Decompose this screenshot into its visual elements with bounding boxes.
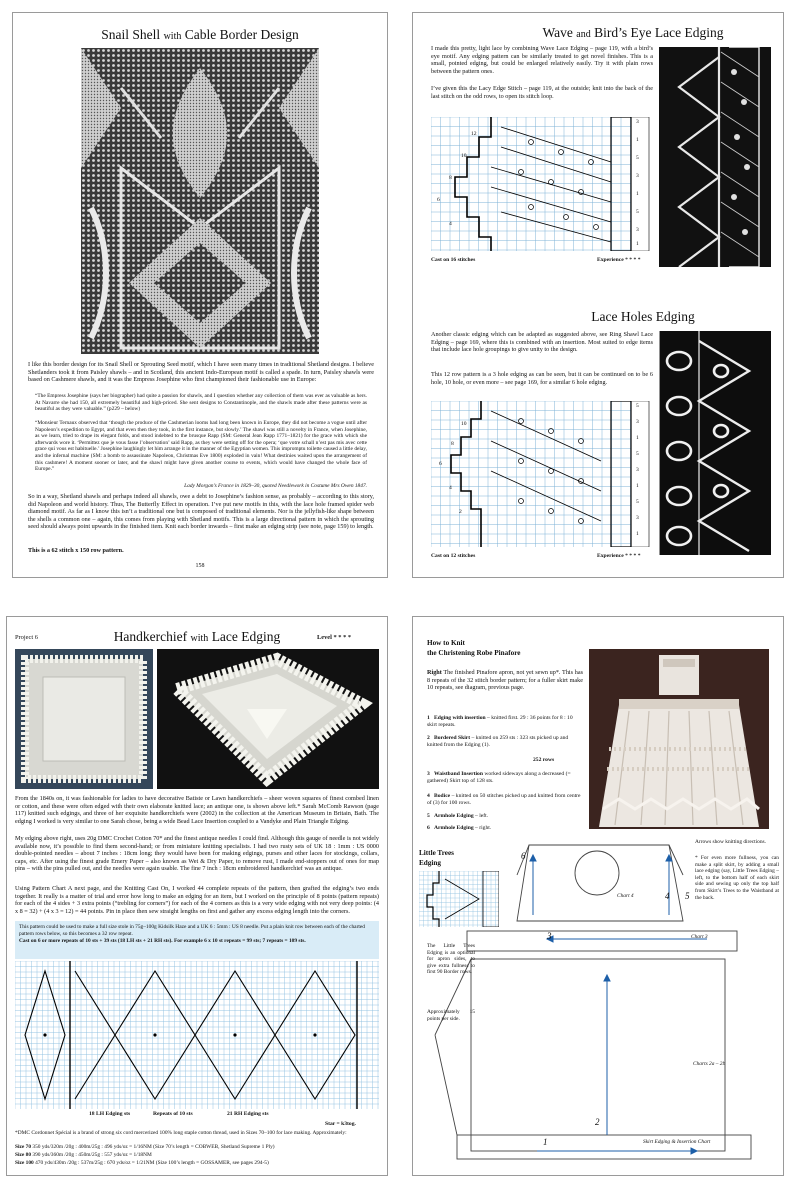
chart-3-label: Chart 3 <box>691 934 708 940</box>
lace-photo-lace-holes <box>659 331 771 555</box>
arrows-note: Arrows show knitting directions. <box>695 839 766 845</box>
title-part: with <box>190 633 209 644</box>
heading-line-1: How to Knit <box>427 639 465 647</box>
title-part: and <box>576 29 591 40</box>
row-number: 1 <box>636 241 639 247</box>
step-number: 3 <box>427 771 430 777</box>
project-label: Project 6 <box>15 634 38 641</box>
diagram-number: 5 <box>685 891 690 901</box>
title-part: Handkerchief <box>113 629 188 644</box>
wave-description: I made this pretty, light lace by combining Wave Lace Edging – page 119, with a bird’s eye motif. Any edging pattern can be similarly treated to get novel finishes. This is a small, pointed edging, but could be enlarged relatively easily. Try it with plain rows between the pattern ones. <box>431 45 653 75</box>
page-title <box>13 27 387 43</box>
step-number: 1 <box>427 715 430 721</box>
title-part: Cable Border Design <box>184 27 299 42</box>
little-trees-title-2: Edging <box>419 859 441 867</box>
little-trees-title-1: Little Trees <box>419 849 454 857</box>
row-number: 6 <box>439 461 442 467</box>
citation: Lady Morgan’s France in 1829–30, quoted Needlework in Costume Mrs Owen 1847. <box>184 483 367 489</box>
antique-handkerchief-photo <box>15 649 153 789</box>
lace-holes-description: Another classic edging which can be adapted as suggested above, see Ring Shawl Lace Edging – page 169, where this is combined with an insertion. Most suited to edge items that include lace hole groupings to give unity to the design. <box>431 331 653 354</box>
size-label: Size 70 <box>15 1144 32 1150</box>
experience-rating: Experience * * * * <box>597 257 641 263</box>
cast-on-note: Cast on 12 stitches <box>431 553 476 559</box>
title-part: Wave <box>542 25 573 40</box>
lace-photo-snail-shell <box>81 48 319 354</box>
step-number: 5 <box>427 813 430 819</box>
size-100-row <box>15 1160 379 1167</box>
row-number: 2 <box>459 509 462 515</box>
diagram-number: 3 <box>547 931 552 941</box>
experience-rating: Experience * * * * <box>597 553 641 559</box>
pattern-size-note: This is a 62 stitch x 150 row pattern. <box>28 547 124 554</box>
handkerchief-lace-chart <box>15 961 379 1109</box>
step-4 <box>427 793 583 807</box>
step-text: – knitted on 259 sts : 323 sts picked up and knitted from the Edging (1). <box>427 735 569 748</box>
size-80-row <box>15 1152 379 1159</box>
row-number: 3 <box>636 419 639 425</box>
row-number: 1 <box>636 137 639 143</box>
title-part: Bird’s Eye Lace Edging <box>594 25 724 40</box>
step-title: Bordered Skirt <box>434 735 471 741</box>
page-edgings <box>412 12 784 578</box>
diagram-number: 6 <box>521 851 526 861</box>
wave-edging-chart <box>431 117 651 251</box>
stole-note: This pattern could be used to make a full size stole in 75g–100g Kidsilk Haze and a UK 6 : 5mm : US 8 needle. Put a plain knit row between each of the charted pattern rows below, so this becomes a 32 row repeat. <box>19 924 365 937</box>
row-number: 5 <box>636 451 639 457</box>
row-number: 3 <box>636 515 639 521</box>
handkerchief-chart-grid <box>15 961 379 1109</box>
cast-on-note: Cast on 6 or more repeats of 10 sts + 39 sts (18 LH sts + 21 RH sts). For example 6 x 10 st repeats = 99 sts; 7 repeats = 109 sts. <box>19 937 306 944</box>
title-part: Snail Shell <box>101 27 161 42</box>
paragraph-butterfly-effect: So in a way, Shetland shawls and perhaps indeed all shawls, owe a debt to Josephine’s fashion sense, as probably – according to this story, did Napoleon and world history. Thus, The Butterfly Effect in operation. I’ve put new motifs in this, with the lace hole framed spider web diamond motif. As far as I know this isn’t a traditional one but is composed of traditional elements. Nor is the jellyfish-like shape between the shells a common one – again, this comes from playing with Shetland motifs. This is a large directional pattern in which the sprouting seed should always point upwards in the finished item. Knit each border inwards – first make an edging strip (see note, page 159) to length. <box>28 493 374 531</box>
intro-paragraph: I like this border design for its Snail Shell or Sprouting Seed motif, which I have seen many times in traditional Shetland designs. I believe Shetlanders took it from Paisley shawls – and in Scotland, this ancient Indo-European motif is called a spade. In turn, Paisley shawls were based on Cashmere shawls, and it was the Empress Josephine who first championed their fashionable use in Europe: <box>28 361 374 384</box>
row-number: 12 <box>471 131 477 137</box>
row-number: 1 <box>636 191 639 197</box>
step-text: – left. <box>475 813 489 819</box>
lace-holes-chart <box>431 401 651 547</box>
heading-line-2: the Christening Robe Pinafore <box>427 649 521 657</box>
size-detail: 470 yds/430m /20g : 537m/25g : 670 yds/oz = 1/21NM (Size 100’s length = GOSSAMER, see pages 294-5) <box>35 1160 269 1166</box>
page-snail-shell <box>12 12 388 578</box>
diagram-number: 4 <box>665 891 670 901</box>
title-part: Lace Edging <box>211 629 281 644</box>
row-number: 5 <box>636 209 639 215</box>
step-number: 2 <box>427 735 430 741</box>
points-per-side-note: Approximately 15 points per side. <box>427 1009 475 1022</box>
size-label: Size 100 <box>15 1160 34 1166</box>
repeat-label: Repeats of 10 sts <box>153 1111 193 1117</box>
star-key: Star = k3tog. <box>325 1121 356 1127</box>
step-title: Armhole Edging <box>434 825 474 831</box>
step-5 <box>427 813 583 820</box>
step-title: Edging with insertion <box>434 715 486 721</box>
row-number: 1 <box>636 483 639 489</box>
row-number: 6 <box>437 197 440 203</box>
right-caption-text: The finished Pinafore apron, not yet sewn up*. This has 8 repeats of the 32 stitch border pattern; for a fuller skirt make 10 repeats, see diagram, previous page. <box>427 669 584 692</box>
size-70-row <box>15 1144 379 1151</box>
dmc-footnote: *DMC Cordonnet Spécial is a brand of strong six cord mercerized 100% long staple cotton thread, used in Sizes 70–100 for lace making. Approximately: <box>15 1130 347 1136</box>
step-6 <box>427 825 583 832</box>
stole-note-box <box>15 921 379 959</box>
step-number: 6 <box>427 825 430 831</box>
cast-on-note: Cast on 16 stitches <box>431 257 476 263</box>
step-3 <box>427 771 583 785</box>
lace-handkerchief-photo <box>157 649 379 789</box>
size-detail: 350 yds/320m /20g : 400m/25g : 496 yds/oz = 1/16NM (Size 70’s length = COBWEB, Shetland Supreme 1 Ply) <box>32 1144 275 1150</box>
little-trees-side-note: The Little Trees Edging is an optional for apron sides, to give extra fullness to first 90 Border rows. <box>427 943 475 976</box>
lh-edging-label: 18 LH Edging sts <box>89 1111 131 1117</box>
needles-paragraph: My edging above right, uses 20g DMC Crochet Cotton 70* and the finest antique needles I could find. Although this gauge of needle is not widely available now, it’s possible to find them second-hand; or from miniature knitting specialists. I had two rusty sets of UK 18 : 1mm : US 0000 double-pointed needles – about 7 inches : 18cm long; they would have been for making edgings, purses and other laces for stockings, collars, caps, etc. After using the finest grade Emery Paper – also known as Wet & Dry Paper, to remove rust, I made end-stoppers out of ones for map pins – with the pins pulled out, and the needles were again usable. The fine 7 inch : 18cm embroidered handkerchief was an antique. <box>15 835 379 873</box>
row-number: 3 <box>636 173 639 179</box>
history-paragraph: From the 1840s on, it was fashionable for ladies to have decorative Batiste or Lawn handkerchiefs – sheer woven squares of finest combed linen or cotton, and these were often edged with their own elaborate knitted lace; an antique one, is shown above left.* Sarah McComb Rawson (page 117) knitted such edgings, and three of her exquisite handkerchiefs were (2002) in the collection at the American Museum in Britain, Bath. The edging I worked is very similar to one Sarah chose, being a wide Bead Lace Insertion coupled to a Vandyke and Plain Triangle Edging. <box>15 795 379 825</box>
step-number: 4 <box>427 793 430 799</box>
row-number: 3 <box>636 467 639 473</box>
row-number: 8 <box>451 441 454 447</box>
edging-method-paragraph: Using Pattern Chart A next page, and the Knitting Cast On, I worked 44 complete repeats of the pattern, then grafted the edging’s two ends together. It really is a matter of trial and error how long to make an edging for an item, but I worked on the principle of 8 points (pattern repeats) for each of the 4 sides + 3 extra points (“trebling for corners”) for each of the 4 corners as this is a very wide edging with not very deep points: (4 x 8 = 32) + (4 x 3 = 12) = 44 points. Pin in place then sew straight lengths on first and gather any excess edging length into the corners. <box>15 885 379 915</box>
step-text: worked sideways along a decreased (= gathered) Skirt top of 128 sts. <box>427 771 571 784</box>
row-number: 5 <box>636 499 639 505</box>
title-part: with <box>163 31 182 42</box>
chart-1-label: Skirt Edging & Insertion Chart <box>643 1139 711 1145</box>
step-title: Armhole Edging <box>434 813 474 819</box>
step-1 <box>427 715 583 729</box>
fullness-note: * For even more fullness, you can make a split skirt, by adding a small lace edging (say, Little Trees Edging – left, to the bottom half of each skirt side and sewing up only the top half from Skirt’s Trees to the Waistband at the back. <box>695 855 779 901</box>
row-number: 10 <box>461 153 467 159</box>
step-title: Waistband Insertion <box>434 771 483 777</box>
step-text: – knitted on 50 stitches picked up and knitted from centre of (3) for 100 rows. <box>427 793 581 806</box>
right-caption <box>427 669 583 692</box>
row-number: 8 <box>449 175 452 181</box>
right-label: Right <box>427 669 442 676</box>
level-rating: Level * * * * <box>317 634 352 641</box>
size-label: Size 80 <box>15 1152 32 1158</box>
lace-photo-wave-edging <box>659 47 771 267</box>
row-number: 4 <box>449 221 452 227</box>
row-pattern-note: This 12 row pattern is a 3 hole edging as can be seen, but it can be continued on to be 6 hole, 10 hole, or even more – see page 169, for a similar 6 hole edging. <box>431 371 653 386</box>
row-number: 1 <box>636 531 639 537</box>
row-number: 5 <box>636 403 639 409</box>
wave-chart-grid <box>431 117 651 251</box>
lacy-edge-note: I’ve given this the Lacy Edge Stitch – page 119, at the outside; knit into the back of the last stitch on the odd rows, to open its stitch loop. <box>431 85 653 100</box>
pinafore-photo <box>589 649 769 829</box>
row-number: 5 <box>636 155 639 161</box>
row-number: 3 <box>636 119 639 125</box>
charts-2-label: Charts 2a – 2b <box>693 1061 726 1067</box>
row-number: 4 <box>449 485 452 491</box>
section-title-wave <box>413 25 783 41</box>
page-pinafore <box>412 616 784 1176</box>
step-2 <box>427 735 583 749</box>
rows-count: 252 rows <box>533 757 555 763</box>
chart-4-label: Chart 4 <box>617 893 634 899</box>
page-number: 158 <box>195 563 205 569</box>
row-number: 10 <box>461 421 467 427</box>
diagram-number: 1 <box>543 1137 548 1147</box>
section-title-lace-holes: Lace Holes Edging <box>591 309 695 324</box>
size-detail: 390 yds/360m /20g : 450m/25g : 557 yds/oz = 1/18NM <box>32 1152 152 1158</box>
diagram-number: 2 <box>595 1117 600 1127</box>
row-number: 3 <box>636 227 639 233</box>
rh-edging-label: 21 RH Edging sts <box>227 1111 269 1117</box>
quote-josephine: “The Empress Josephine (says her biographer) had quite a passion for shawls, and I question whether any collection of them was ever as valuable as hers. At Navarre she had 150, all extremely beautiful and high-priced. She sent designs to Constantinople, and the shawls made after these patterns were as beautiful as they were valuable.” (p229 – below) <box>35 393 367 413</box>
step-text: – knitted first. 29 : 36 points for 8 : 10 skirt repeats. <box>427 715 573 728</box>
page-handkerchief <box>6 616 388 1176</box>
step-text: – right. <box>475 825 492 831</box>
row-number: 1 <box>636 435 639 441</box>
quote-ternaux: “Monsieur Ternaux observed that ‘though the produce of the Cashmerian looms had long been known in Europe, they did not become a vogue until after Napoleon’s expedition to Egypt, and that even then they took, in the first instance, but slowly.’ The shawl was still a novelty in France, when Josephine, as we learn, tried to drape its elegant folds, and stood indebted to the brusque Rapp (SM: General Jean Rapp 1771–1821) for the grace with which she afterwards wore it. ‘Permittez que je vous fasse l’observation’ said Rapp, as they were setting off for the opera; ‘que votre schall n’est pas mis avec cette grace qui vous est habituelle.’ Josephine laughingly let him arrange it in the manner of the Egyptian women. This impromptu toilette caused a little delay, and the infernal machine (SM: a bomb to assassinate Napoleon, Christmas Eve 1800) exploded in vain! What destinies waited upon the arrangement of this cashmere! A moment sooner or later, and the shawl might have given another course to events, which would have changed the whole face of Europe.” <box>35 420 367 473</box>
step-title: Bodice <box>434 793 451 799</box>
